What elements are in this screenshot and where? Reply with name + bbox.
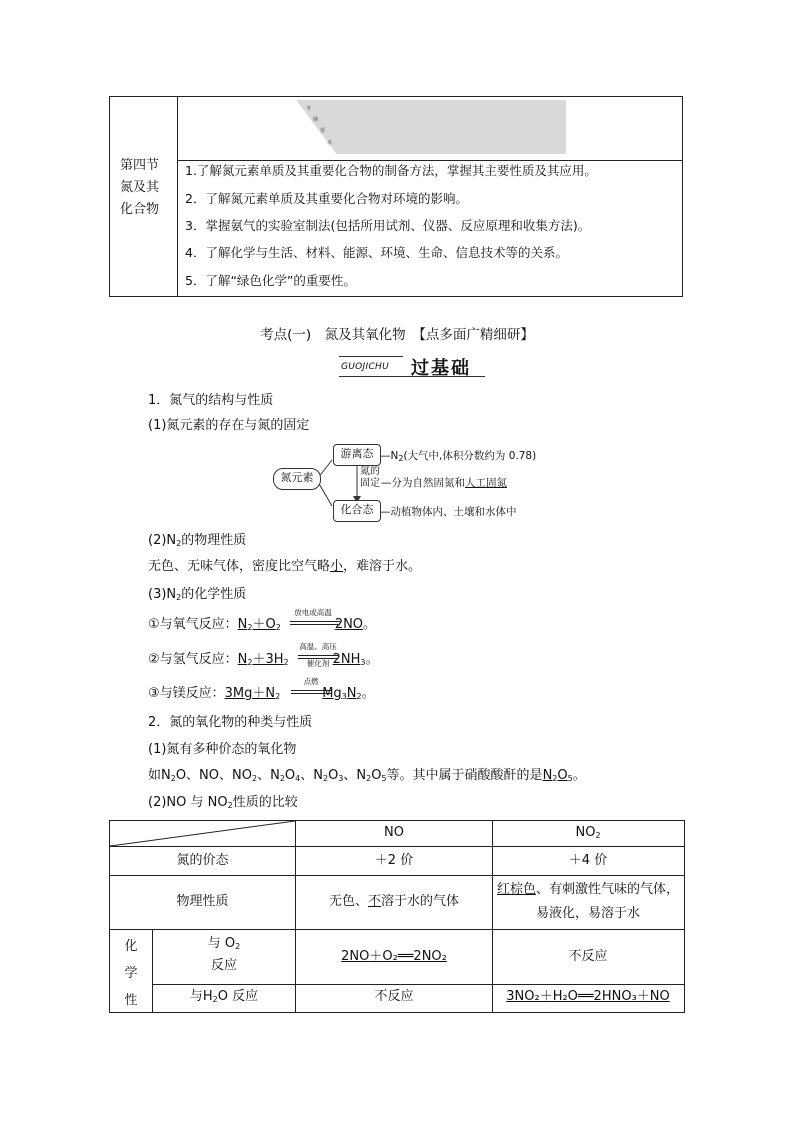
diagram-free-desc: $—N_2$(大气中,体积分数约为 0.78) [380, 450, 537, 463]
banner-char: 求 [327, 140, 333, 146]
row-label-with-o2: 与 $O_2$ 反应 [207, 936, 241, 973]
header-diagonal [110, 821, 296, 847]
section-label-line: 氮及其 [120, 180, 160, 195]
heading-nitrogen-oxides: 2．氮的氧化物的种类与性质 [148, 715, 313, 730]
banner-char: 要 [320, 128, 326, 134]
header-table [109, 96, 683, 297]
no-no2-comparison-table [109, 820, 685, 1013]
divider [177, 160, 682, 161]
cell-no2-with-o2: 不反应 [568, 949, 608, 964]
physical-properties-text: 无色、无味气体，密度比空气略小，难溶于水。 [148, 559, 422, 574]
cell-no-valence: ＋2 价 [374, 853, 414, 868]
row-label-valence: 氮的价态 [176, 853, 229, 868]
row-label-chemical: 化 学 性 [124, 939, 138, 1008]
section-title: 考点(一) 氮及其氧化物 【点多面广精细研】 [260, 327, 534, 343]
row-label-with-h2o: 与$H_2O$ 反应 [189, 989, 259, 1004]
row-label-physical: 物理性质 [176, 894, 229, 909]
section-label [110, 97, 178, 296]
diagram-combined-desc: —动植物体内、土壤和水体中 [380, 506, 517, 518]
requirement-item: 3．掌握氨气的实验室制法(包括所用试剂、仪器、反应原理和收集方法)。 [185, 218, 591, 233]
equation-condition: 高温、高压 [299, 642, 337, 651]
equation-with-hydrogen: ②与氢气反应：$N_2+3H_2$ $2NH_3$。 [148, 652, 379, 667]
oxides-list: 如$N_2O$、NO、$NO_2$、$N_2O_4$、$N_2O_3$、$N_2O_5$等。其中属于硝酸酸酐的是$N_2O_5$。 [148, 768, 586, 783]
subheading-nitrogen-fixation: (1)氮元素的存在与氮的固定 [148, 418, 310, 433]
diagram-free-state: 游离态 [333, 444, 381, 466]
equation-arrow [291, 690, 331, 691]
banner-english: GUOJICHU [341, 362, 389, 372]
banner-char: 考 [306, 106, 312, 112]
requirement-item: 5．了解“绿色化学”的重要性。 [185, 273, 356, 288]
diagram-fixation-desc: —分为自然固氮和人工固氮 [381, 477, 507, 489]
column-header-no: NO [384, 825, 404, 840]
diagram-fixation-label: 氮的 固定 [360, 466, 380, 489]
subheading-oxide-valence: (1)氮有多种价态的氧化物 [148, 742, 297, 757]
cell-no2-valence: ＋4 价 [568, 853, 608, 868]
requirements-banner [296, 100, 566, 154]
requirement-item: 1.了解氮元素单质及其重要化合物的制备方法，掌握其主要性质及其应用。 [185, 163, 597, 178]
equation-with-oxygen: ①与氧气反应：$N_2+O_2$ 2NO。 [148, 617, 377, 632]
subheading-no-no2-compare: (2)NO 与 $NO_2$性质的比较 [148, 795, 298, 810]
equation-condition: 点燃 [303, 677, 319, 686]
equation-condition: 催化剂 [306, 659, 330, 668]
subheading-physical-properties: $(2)N_2$的物理性质 [148, 533, 247, 548]
subheading-chemical-properties: $(3)N_2$的化学性质 [148, 587, 247, 602]
cell-no-physical: 无色、不溶于水的气体 [328, 894, 460, 909]
section-label-line: 第四节 [120, 158, 160, 173]
cell-no2-physical: 红棕色、有刺激性气味的气体， 易液化，易溶于水 [496, 882, 680, 921]
equation-arrow [291, 693, 331, 694]
equation-with-magnesium: ③与镁反应：$3Mg+N_2$ $Mg_3N_2$。 [148, 686, 375, 701]
banner-chinese: 过基础 [411, 358, 471, 379]
equation-condition: 放电或高温 [294, 608, 332, 617]
diagram-nitrogen-element: 氮元素 [273, 468, 321, 490]
equation-arrow [290, 624, 340, 625]
equation-arrow [298, 655, 338, 656]
requirement-item: 4．了解化学与生活、材料、能源、环境、生命、信息技术等的关系。 [185, 245, 568, 260]
column-header-no2: $NO_2$ [575, 825, 601, 840]
requirement-item: 2．了解氮元素单质及其重要化合物对环境的影响。 [185, 191, 468, 206]
diagram-combined-state: 化合态 [333, 500, 381, 522]
section-label-line: 化合物 [120, 202, 160, 217]
cell-no2-with-h2o: 3NO₂＋H₂O══2HNO₃＋NO [506, 989, 670, 1004]
heading-nitrogen-structure: 1．氮气的结构与性质 [148, 393, 274, 408]
guojichu-banner [339, 353, 487, 379]
banner-char: 纲 [313, 117, 319, 123]
cell-no-with-h2o: 不反应 [374, 989, 414, 1004]
cell-no-with-o2: 2NO＋O₂══2NO₂ [341, 949, 447, 964]
equation-arrow [290, 621, 340, 622]
